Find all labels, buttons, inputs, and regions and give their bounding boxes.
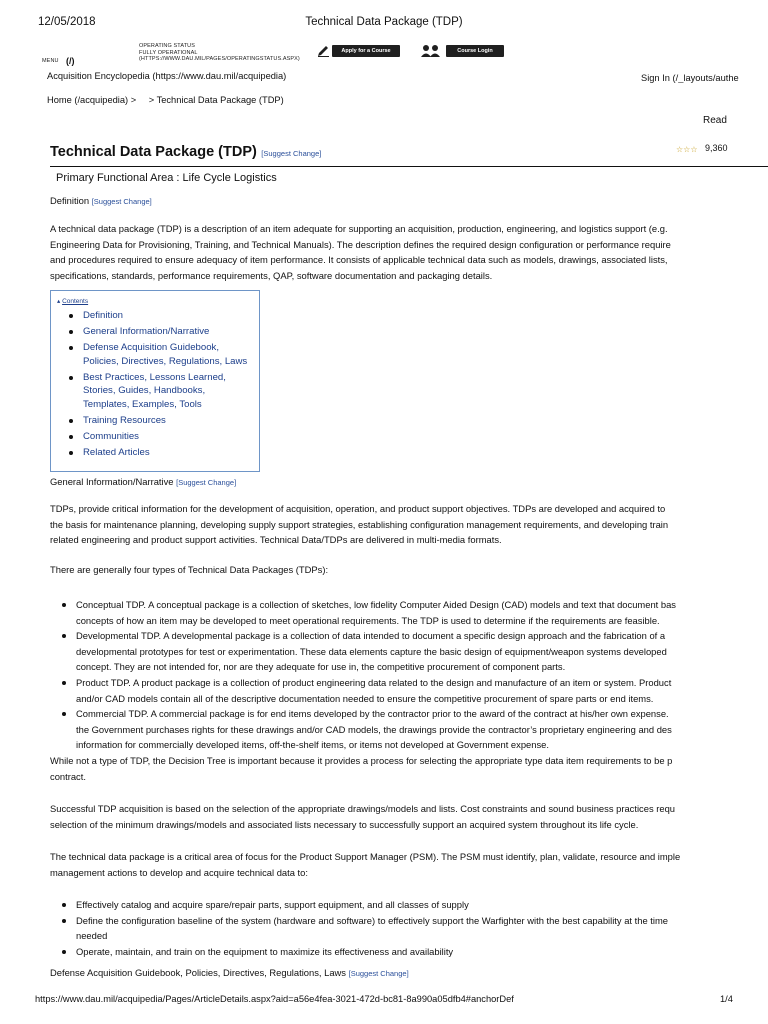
definition-heading-text: Definition: [50, 195, 90, 206]
list-item: [50, 944, 760, 960]
toc-item-training-resources[interactable]: [67, 414, 257, 428]
suggest-change-link[interactable]: [Suggest Change]: [176, 478, 237, 487]
text-line: Operate, maintain, and train on the equipment to maximize its effectiveness and availability: [76, 945, 454, 957]
breadcrumb: [47, 95, 284, 105]
suggest-change-link[interactable]: [Suggest Change]: [261, 149, 322, 158]
list-item: [50, 597, 760, 628]
text-line: Successful TDP acquisition is based on the selection of the appropriate drawings/models and lists. Cost constraints and sound business practices requ: [50, 803, 675, 814]
view-count: 9,360: [705, 143, 728, 153]
text-line: the Government purchases rights for these drawings and/or CAD models, the drawings provide the contractor’s proprietary engineering and des: [76, 723, 672, 735]
success-paragraph: [50, 801, 760, 832]
text-line: contract.: [50, 770, 86, 782]
contents-toggle[interactable]: [57, 297, 88, 305]
text-line: Conceptual TDP. A conceptual package is a collection of sketches, low fidelity Computer Aided Design (CAD) models and text that document bas: [76, 599, 676, 610]
list-item: [50, 706, 760, 753]
text-line: Product TDP. A product package is a collection of product engineering data related to the design and manufacture of an item or system. Product: [76, 676, 672, 688]
home-link[interactable]: (/): [66, 56, 75, 66]
text-line: While not a type of TDP, the Decision Tree is important because it provides a process for selecting the appropriate type data item requirements to be p: [50, 755, 673, 766]
text-line: The technical data package is a critical area of focus for the Product Support Manager (PSM). The PSM must identify, plan, validate, resource and imple: [50, 851, 681, 862]
toc-line: General Information/Narrative: [83, 325, 210, 337]
sign-in-link[interactable]: Sign In (/_layouts/authe: [641, 73, 739, 83]
print-date: 12/05/2018: [38, 16, 96, 28]
dag-heading: [50, 967, 409, 978]
toc-line: Defense Acquisition Guidebook,: [83, 341, 219, 353]
text-line: Define the configuration baseline of the system (hardware and software) to effectively support the Warfighter with the best capability at the time: [76, 914, 668, 926]
collapse-icon: ▴: [57, 298, 63, 305]
list-item: [50, 675, 760, 706]
text-line: specifications, standards, performance requirements, QAP, software documentation and packaging details.: [50, 269, 493, 281]
operating-status-line: (HTTPS://WWW.DAU.MIL/PAGES/OPERATINGSTATUS.ASPX): [139, 56, 300, 62]
text-line: A technical data package (TDP) is a description of an item adequate for supporting an acquisition, production, engineering, and logistics support (e.g.: [50, 223, 668, 234]
table-of-contents: [50, 290, 260, 472]
toc-item-guidebook[interactable]: [67, 341, 257, 368]
general-heading: [50, 476, 236, 487]
definition-heading: [50, 195, 152, 206]
text-line: Engineering Data for Provisioning, Training, and Technical Manuals). The description defines the required design configuration or performance require: [50, 238, 671, 250]
tdp-types-list: [50, 597, 760, 753]
general-heading-text: General Information/Narrative: [50, 476, 174, 487]
list-item: [50, 913, 760, 944]
text-line: management actions to develop and acquire technical data to:: [50, 866, 308, 878]
toc-item-general-information[interactable]: [67, 325, 257, 339]
text-line: and procedures required to ensure adequacy of item performance. It consists of applicable technical data such as models, drawings, associated lists,: [50, 254, 668, 266]
toc-list: [67, 309, 257, 462]
read-label: Read: [703, 115, 727, 126]
suggest-change-link[interactable]: [Suggest Change]: [91, 197, 152, 206]
text-line: concept. They are not intended for, nor are they adequate for use in, the competitive procurement of component parts.: [76, 661, 566, 673]
definition-paragraph: [50, 221, 760, 283]
toc-item-best-practices[interactable]: [67, 371, 257, 412]
operating-status-line: FULLY OPERATIONAL: [139, 49, 198, 56]
title-divider: [50, 166, 768, 167]
users-icon: [420, 44, 442, 58]
text-line: information for commercially developed items, off-the-shelf items, or items not developed at Government expense.: [76, 739, 549, 751]
list-item: [50, 897, 760, 913]
text-line: Developmental TDP. A developmental package is a collection of data intended to document a specific design approach and the fabrication of a: [76, 630, 666, 642]
text-line: There are generally four types of Technical Data Packages (TDPs):: [50, 564, 329, 575]
dag-heading-text: Defense Acquisition Guidebook, Policies, Directives, Regulations, Laws: [50, 967, 346, 978]
toc-item-communities[interactable]: [67, 430, 257, 444]
decision-tree-paragraph: [50, 753, 760, 784]
text-line: related engineering and product support activities. Technical Data/TDPs are delivered in multi-media formats.: [50, 534, 502, 546]
suggest-change-link[interactable]: [Suggest Change]: [348, 969, 409, 978]
toc-line: Related Articles: [83, 446, 150, 458]
toc-line: Best Practices, Lessons Learned,: [83, 371, 226, 383]
toc-item-definition[interactable]: [67, 309, 257, 323]
psm-paragraph: [50, 849, 760, 880]
page-title: [50, 143, 321, 161]
menu-label[interactable]: MENU: [42, 58, 59, 64]
text-line: TDPs, provide critical information for the development of acquisition, operation, and product support objectives. TDPs are developed and acquired to: [50, 503, 666, 514]
encyclopedia-link[interactable]: Acquisition Encyclopedia (https://www.dau.mil/acquipedia): [47, 71, 287, 81]
operating-status-line: OPERATING STATUS: [139, 43, 195, 49]
psm-bullet-list: [50, 897, 760, 959]
course-login-button[interactable]: Course Login: [446, 45, 504, 57]
text-line: Commercial TDP. A commercial package is for end items developed by the contractor prior to the award of the contract at his/her own expense.: [76, 708, 669, 720]
types-intro: [50, 562, 760, 578]
operating-status[interactable]: [139, 43, 300, 63]
contents-title: Contents: [62, 298, 89, 305]
toc-line: Policies, Directives, Regulations, Laws: [83, 355, 248, 367]
general-paragraph: [50, 501, 760, 548]
functional-area: Primary Functional Area : Life Cycle Logistics: [56, 172, 277, 184]
text-line: developmental prototypes for test or experimentation. These data elements capture the basic design of equipment/weapon systems developed: [76, 645, 667, 657]
toc-line: Training Resources: [83, 414, 166, 426]
toc-line: Templates, Examples, Tools: [83, 398, 202, 410]
print-title: Technical Data Package (TDP): [305, 16, 463, 28]
text-line: needed: [76, 930, 108, 942]
toc-line: Communities: [83, 430, 139, 442]
toc-line: Stories, Guides, Handbooks,: [83, 385, 206, 397]
print-footer-page: 1/4: [720, 994, 733, 1004]
rating-stars[interactable]: ☆☆☆: [676, 145, 698, 154]
print-footer-url: https://www.dau.mil/acquipedia/Pages/ArticleDetails.aspx?aid=a56e4fea-3021-472d-bc81-8a990a05dfb4#anchorDef: [35, 994, 514, 1004]
breadcrumb-current: > Technical Data Package (TDP): [148, 95, 284, 105]
breadcrumb-home[interactable]: Home (/acquipedia) >: [47, 95, 137, 105]
page-title-text: Technical Data Package (TDP): [50, 144, 257, 160]
text-line: selection of the minimum drawings/models and associated lists necessary to successfully support an acquired system throughout its life cycle.: [50, 818, 639, 830]
toc-line: Definition: [83, 310, 123, 321]
text-line: and/or CAD models contain all of the descriptive documentation needed to ensure the competitive procurement of spare parts or end items.: [76, 692, 654, 704]
list-item: [50, 628, 760, 675]
text-line: Effectively catalog and acquire spare/repair parts, support equipment, and all classes of supply: [76, 899, 469, 910]
apply-for-course-button[interactable]: Apply for a Course: [332, 45, 400, 57]
pencil-icon: [316, 44, 330, 58]
text-line: the basis for maintenance planning, developing supply support strategies, establishing configuration management requirements, and developing train: [50, 518, 669, 530]
toc-item-related-articles[interactable]: [67, 446, 257, 460]
text-line: concepts of how an item may be developed to meet operational requirements. The TDP is used to determine if the requirements are feasible.: [76, 614, 660, 626]
